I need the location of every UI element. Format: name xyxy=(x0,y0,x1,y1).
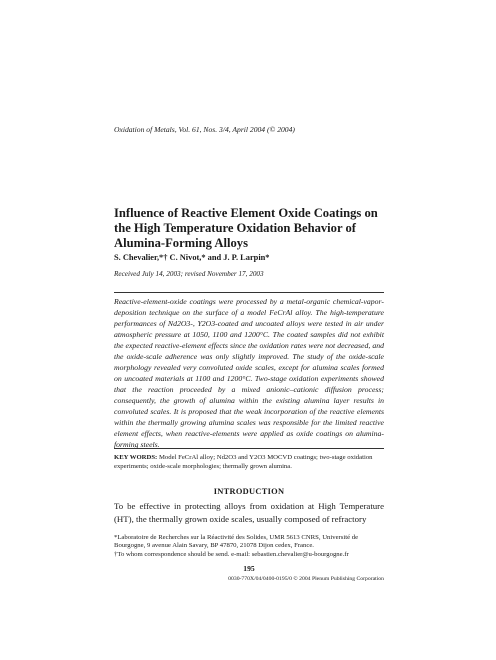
keywords-label: KEY WORDS: xyxy=(114,454,158,461)
keywords-text: Model FeCrAl alloy; Nd2O3 and Y2O3 MOCVD coatings; two-stage oxidation experiments; oxide-scale morphologies; thermally grown alumina. xyxy=(114,454,373,470)
footnotes xyxy=(114,534,384,559)
paper-title: Influence of Reactive Element Oxide Coatings on the High Temperature Oxidation Behavior of Alumina-Forming Alloys xyxy=(114,206,378,250)
abstract-text: Reactive-element-oxide coatings were processed by a metal-organic chemical-vapor-deposition technique on the surface of a model FeCrAl alloy. The high-temperature performances of Nd2O3-, Y2O3-coated and uncoated alloys were tested in air under atmospheric pressure at 1050, 1100 and 1200°C. The coated samples did not exhibit the expected reactive-element effects since the oxidation rates were not decreased, and the oxide-scale adherence was only slightly improved. The study of the oxide-scale morphology revealed very convoluted oxide scales, except for alumina scales formed on uncoated materials at 1100 and 1200°C. Two-stage oxidation experiments showed that the reaction proceeded by a mixed anionic–cationic diffusion process; consequently, the growth of alumina within the existing alumina layer results in convoluted scales. It is proposed that the weak incorporation of the reactive elements within the thermally growing alumina scales was responsible for the limited reactive element effects, when reactive-elements were applied as oxide coatings on alumina-forming steels. xyxy=(114,297,384,449)
journal-citation: Oxidation of Metals, Vol. 61, Nos. 3/4, April 2004 (© 2004) xyxy=(114,125,295,134)
section-heading-introduction: INTRODUCTION xyxy=(213,487,285,496)
received-dates: Received July 14, 2003; revised November 17, 2003 xyxy=(114,270,264,278)
abstract-bottom-rule xyxy=(114,448,384,449)
copyright-line: 0030-770X/04/0400-0195/0 © 2004 Plenum Publishing Corporation xyxy=(228,576,384,582)
footnote-affiliation: *Laboratoire de Recherches sur la Réactivité des Solides, UMR 5613 CNRS, Université de Bourgogne, 9 avenue Alain Savary, BP 47870, 21078 Dijon cedex, France. xyxy=(114,534,359,550)
abstract-top-rule xyxy=(114,292,384,293)
introduction-paragraph: To be effective in protecting alloys from oxidation at High Temperature (HT), the thermally grown oxide scales, usually composed of refractory xyxy=(114,501,384,524)
author-list: S. Chevalier,*† C. Nivot,* and J. P. Larpin* xyxy=(114,253,270,262)
keywords xyxy=(114,453,384,471)
page-number: 195 xyxy=(243,564,255,573)
footnote-correspondence: †To whom correspondence should be send. e-mail: sebastien.chevalier@u-bourgogne.fr xyxy=(114,550,349,558)
